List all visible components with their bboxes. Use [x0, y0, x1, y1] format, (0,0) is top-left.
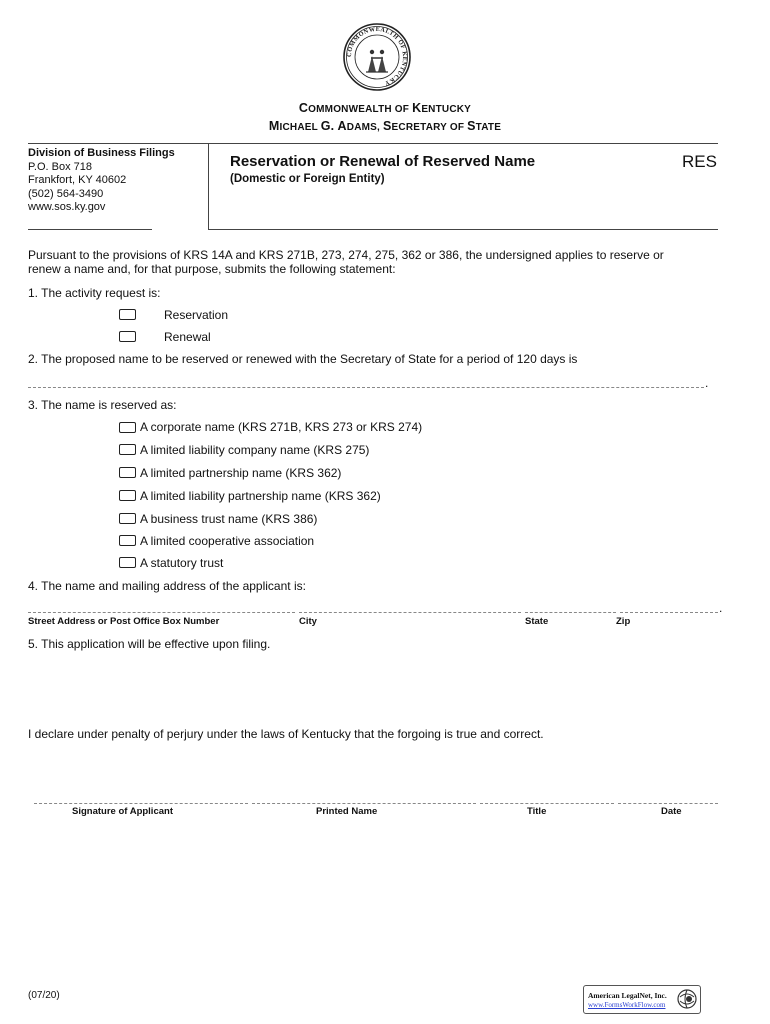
header-line-2: MICHAEL G. ADAMS, SECRETARY OF STATE [268, 119, 502, 133]
vendor-logo [583, 985, 701, 1014]
intro-paragraph [28, 248, 728, 276]
checkbox-business-trust[interactable] [119, 513, 136, 524]
q1-label: 1. The activity request is: [28, 286, 161, 300]
division-address [28, 147, 175, 215]
q2-label: 2. The proposed name to be reserved or renewed with the Secretary of State for a period of 120 days is [28, 352, 578, 366]
q4-label: 4. The name and mailing address of the applicant is: [28, 579, 306, 593]
vendor-link[interactable]: www.FormsWorkFlow.com [588, 1001, 666, 1009]
option-statutory-trust: A statutory trust [140, 556, 224, 570]
division-name: Division of Business Filings [28, 147, 175, 159]
signature-label: Signature of Applicant [72, 806, 173, 817]
division-city: Frankfort, KY 40602 [28, 174, 127, 186]
header-divider [208, 143, 209, 229]
vendor-globe-icon [676, 988, 698, 1010]
option-business-trust: A business trust name (KRS 386) [140, 512, 318, 526]
checkbox-renewal[interactable] [119, 331, 136, 342]
option-reservation: Reservation [164, 308, 229, 322]
declaration-text: I declare under penalty of perjury under the laws of Kentucky that the forgoing is true and correct. [28, 727, 544, 741]
street-address-field[interactable] [28, 612, 295, 613]
division-website: www.sos.ky.gov [28, 201, 106, 213]
state-seal [342, 22, 412, 92]
svg-text:COMMONWEALTH OF KENTUCKY: COMMONWEALTH OF KENTUCKY [345, 25, 409, 87]
option-lp-name: A limited partnership name (KRS 362) [140, 466, 342, 480]
checkbox-corporate-name[interactable] [119, 422, 136, 433]
zip-label: Zip [616, 616, 631, 627]
checkbox-statutory-trust[interactable] [119, 557, 136, 568]
intro-line-2: renew a name and, for that purpose, submits the following statement: [28, 262, 396, 276]
street-address-label: Street Address or Post Office Box Number [28, 616, 220, 627]
option-llp-name: A limited liability partnership name (KRS 362) [140, 489, 381, 503]
title-underline [208, 229, 718, 230]
header-rule [28, 143, 718, 144]
title-field[interactable] [480, 803, 614, 804]
division-po-box: P.O. Box 718 [28, 160, 93, 173]
city-field[interactable] [299, 612, 521, 613]
checkbox-llp-name[interactable] [119, 490, 136, 501]
date-label: Date [661, 806, 682, 817]
revision-date: (07/20) [28, 990, 60, 1001]
q5-label: 5. This application will be effective upon filing. [28, 637, 271, 651]
form-code: RES [682, 152, 717, 171]
option-llc-name: A limited liability company name (KRS 275) [140, 443, 370, 457]
form-title: Reservation or Renewal of Reserved Name [230, 153, 536, 170]
signature-field[interactable] [34, 803, 248, 804]
division-underline [28, 229, 152, 230]
printed-name-label: Printed Name [316, 806, 378, 817]
division-phone: (502) 564-3490 [28, 187, 104, 200]
state-field[interactable] [525, 612, 616, 613]
header-line-1: COMMONWEALTH OF KENTUCKY [298, 101, 472, 115]
vendor-name: American LegalNet, Inc. [588, 991, 667, 1000]
intro-line-1: Pursuant to the provisions of KRS 14A and KRS 271B, 273, 274, 275, 362 or 386, the undersigned applies to reserve or [28, 248, 664, 262]
proposed-name-field[interactable] [28, 387, 704, 388]
state-label: State [525, 616, 549, 627]
q2-period: . [705, 376, 709, 390]
date-field[interactable] [618, 803, 718, 804]
checkbox-cooperative[interactable] [119, 535, 136, 546]
option-corporate-name: A corporate name (KRS 271B, KRS 273 or KRS 274) [140, 420, 423, 434]
printed-name-field[interactable] [252, 803, 476, 804]
checkbox-reservation[interactable] [119, 309, 136, 320]
title-label: Title [527, 806, 547, 817]
checkbox-llc-name[interactable] [119, 444, 136, 455]
option-cooperative: A limited cooperative association [140, 534, 315, 548]
q4-period: . [719, 601, 723, 615]
zip-field[interactable] [620, 612, 718, 613]
city-label: City [299, 616, 317, 627]
form-subtitle: (Domestic or Foreign Entity) [230, 173, 385, 185]
q3-label: 3. The name is reserved as: [28, 398, 177, 412]
option-renewal: Renewal [164, 330, 211, 344]
checkbox-lp-name[interactable] [119, 467, 136, 478]
